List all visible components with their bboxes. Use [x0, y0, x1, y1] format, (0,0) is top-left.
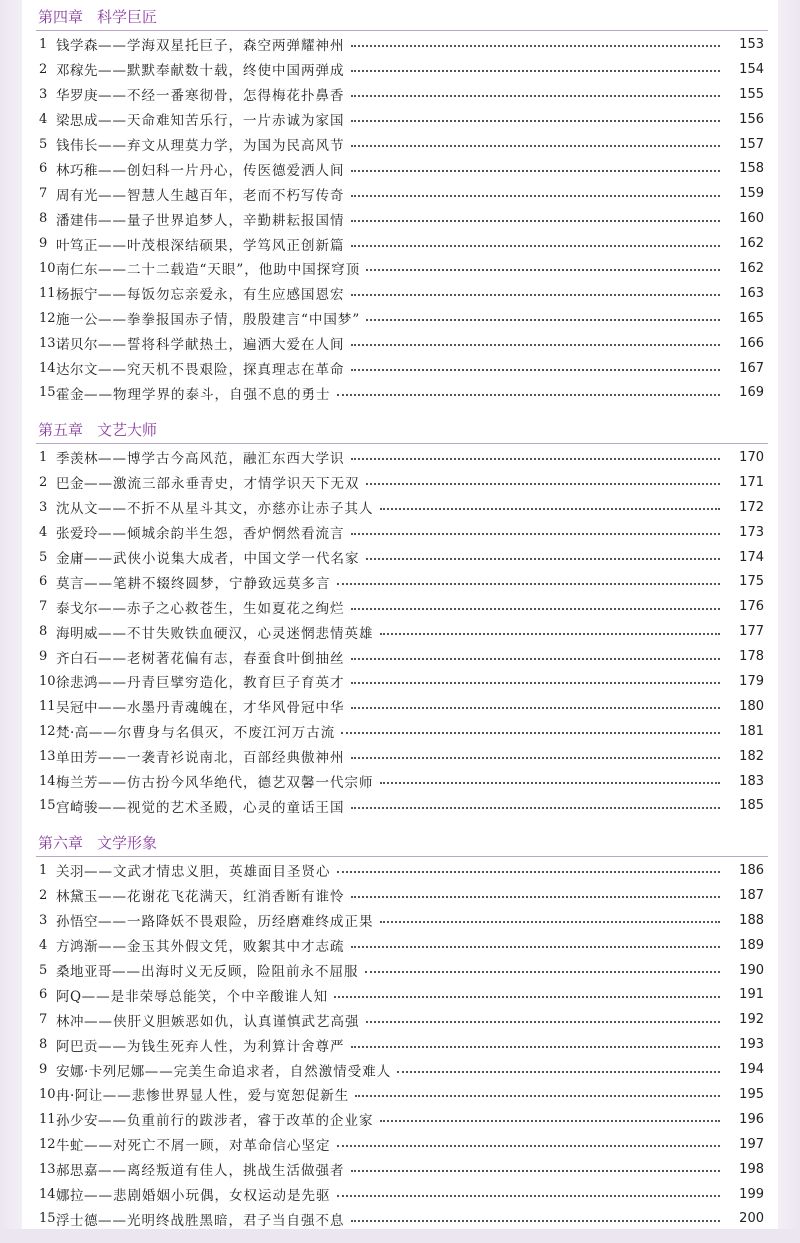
entry-number: 6	[39, 987, 48, 1003]
page-frame-right	[778, 0, 800, 1243]
entry-page-number: 165	[739, 310, 764, 326]
toc-entry[interactable]	[22, 356, 778, 381]
entry-page-number: 185	[739, 798, 764, 814]
dot-leader	[351, 1170, 721, 1172]
toc-entry[interactable]	[22, 181, 778, 206]
entry-page-number: 189	[739, 937, 764, 953]
entry-number: 2	[39, 474, 48, 490]
entry-number: 1	[39, 449, 48, 465]
entry-list	[22, 32, 778, 405]
entry-page-number: 170	[739, 449, 764, 465]
entry-person-name: 徐悲鸿	[56, 675, 98, 692]
dot-leader	[337, 1195, 721, 1197]
dot-leader	[351, 220, 721, 222]
entry-person-name: 单田芳	[56, 750, 98, 767]
entry-number: 7	[39, 599, 48, 615]
entry-person-name: 阿巴贡	[56, 1038, 98, 1055]
toc-entry[interactable]	[22, 1182, 778, 1207]
entry-page-number: 186	[739, 862, 764, 878]
entry-page-number: 197	[739, 1136, 764, 1152]
dot-leader	[351, 170, 721, 172]
entry-person-name: 方鸿渐	[56, 939, 98, 956]
toc-entry[interactable]	[22, 982, 778, 1007]
entry-person-name: 林黛玉	[56, 889, 98, 906]
entry-page-number: 191	[739, 987, 764, 1003]
entry-page-number: 177	[739, 624, 764, 640]
entry-number: 15	[39, 1211, 56, 1227]
toc-entry[interactable]	[22, 1007, 778, 1032]
entry-page-number: 193	[739, 1037, 764, 1053]
toc-entry[interactable]	[22, 793, 778, 818]
toc-entry[interactable]	[22, 883, 778, 908]
entry-title: ——完美生命追求者，自然激情受难人	[144, 1063, 392, 1080]
entry-title: ——不折不从星斗其文，亦慈亦让赤子其人	[98, 501, 374, 518]
dot-leader	[351, 1046, 721, 1048]
entry-number: 8	[39, 1037, 48, 1053]
entry-person-name: 泰戈尔	[56, 600, 98, 617]
entry-person-name: 周有光	[56, 187, 98, 204]
toc-entry[interactable]	[22, 132, 778, 157]
entry-person-name: 钱学森	[56, 38, 98, 55]
entry-page-number: 195	[739, 1086, 764, 1102]
entry-number: 2	[39, 887, 48, 903]
toc-entry[interactable]	[22, 1157, 778, 1182]
entry-person-name: 霍金	[56, 386, 84, 403]
entry-person-name: 金庸	[56, 551, 84, 567]
entry-page-number: 178	[739, 649, 764, 665]
entry-person-name: 诺贝尔	[56, 337, 98, 354]
entry-number: 13	[39, 335, 56, 351]
entry-title: ——倾城余韵半生怨，香炉惘然看流言	[98, 526, 345, 543]
entry-person-name: 华罗庚	[56, 88, 98, 105]
entry-page-number: 187	[739, 887, 764, 903]
entry-number: 5	[39, 549, 48, 565]
toc-entry[interactable]	[22, 231, 778, 256]
dot-leader	[380, 921, 721, 923]
entry-title: ——悲剧婚姻小玩偶，女权运动是先驱	[84, 1188, 331, 1205]
toc-entry[interactable]	[22, 719, 778, 744]
entry-title: ——物理学界的泰斗，自强不息的勇士	[84, 386, 331, 403]
entry-person-name: 莫言	[56, 575, 84, 592]
entry-person-name: 杨振宁	[56, 287, 98, 304]
dot-leader	[351, 245, 721, 247]
entry-number: 8	[39, 211, 48, 227]
entry-page-number: 167	[739, 360, 764, 376]
entry-list	[22, 858, 778, 1231]
entry-page-number: 163	[739, 285, 764, 301]
dot-leader	[341, 732, 720, 734]
entry-title: ——叶茂根深结硕果，学笃风正创新篇	[98, 237, 345, 254]
entry-number: 5	[39, 136, 48, 152]
entry-page-number: 199	[739, 1186, 764, 1202]
entry-number: 3	[39, 86, 48, 102]
entry-number: 5	[39, 962, 48, 978]
entry-title: ——创妇科一片丹心，传医德爱洒人间	[98, 162, 345, 179]
entry-title: ——对死亡不屑一顾，对革命信心坚定	[84, 1138, 331, 1155]
chapter-name: 科学巨匠	[97, 8, 158, 26]
entry-title: ——不甘失败铁血硬汉，心灵迷惘悲情英雄	[98, 625, 374, 642]
dot-leader	[366, 483, 721, 485]
toc-entry[interactable]	[22, 744, 778, 769]
entry-title: ——是非荣辱总能笑，个中辛酸谁人知	[81, 988, 329, 1005]
entry-page-number: 188	[739, 912, 764, 928]
entry-page-number: 155	[739, 86, 764, 102]
entry-page-number: 198	[739, 1161, 764, 1177]
entry-title: ——誓将科学献热土，遍洒大爱在人间	[98, 337, 345, 354]
entry-title: ——激流三部永垂青史，才情学识天下无双	[84, 476, 360, 493]
toc-entry[interactable]	[22, 1206, 778, 1231]
dot-leader	[351, 70, 721, 72]
entry-page-number: 175	[739, 574, 764, 590]
toc-entry[interactable]	[22, 769, 778, 794]
dot-leader	[351, 682, 721, 684]
entry-page-number: 181	[739, 723, 764, 739]
chapter-divider	[36, 30, 768, 31]
entry-number: 7	[39, 1012, 48, 1028]
entry-title: ——负重前行的跋涉者，睿于改革的企业家	[98, 1113, 374, 1130]
entry-number: 10	[39, 673, 56, 689]
dot-leader	[337, 583, 721, 585]
dot-leader	[380, 782, 721, 784]
toc-entry[interactable]	[22, 694, 778, 719]
entry-title: ——仿古扮今风华绝代，德艺双馨一代宗师	[98, 775, 374, 792]
entry-page-number: 156	[739, 111, 764, 127]
entry-number: 12	[39, 1136, 56, 1152]
entry-title: ——拳拳报国赤子情，殷殷建言“中国梦”	[98, 312, 361, 329]
entry-page-number: 153	[739, 36, 764, 52]
entry-title: ——不经一番寒彻骨，怎得梅花扑鼻香	[98, 88, 345, 105]
toc-entry[interactable]	[22, 57, 778, 82]
entry-list	[22, 445, 778, 818]
entry-title: ——出海时义无反顾，险阻前永不屈服	[112, 964, 359, 980]
entry-page-number: 194	[739, 1062, 764, 1078]
entry-person-name: 娜拉	[56, 1188, 84, 1205]
toc-entry[interactable]	[22, 380, 778, 405]
entry-person-name: 齐白石	[56, 650, 98, 667]
entry-number: 9	[39, 1062, 48, 1078]
entry-page-number: 182	[739, 748, 764, 764]
entry-page-number: 176	[739, 599, 764, 615]
dot-leader	[351, 807, 721, 809]
entry-title: ——老树著花偏有志，春蚕食叶倒抽丝	[98, 650, 345, 667]
dot-leader	[366, 1021, 721, 1023]
toc-entry[interactable]	[22, 908, 778, 933]
entry-number: 12	[39, 310, 56, 326]
entry-person-name: 达尔文	[56, 362, 98, 379]
entry-person-name: 桑地亚哥	[56, 964, 112, 980]
dot-leader	[366, 558, 721, 560]
entry-person-name: 宫崎骏	[56, 799, 98, 816]
entry-person-name: 浮士德	[56, 1212, 98, 1229]
entry-number: 11	[39, 285, 56, 301]
entry-page-number: 172	[739, 499, 764, 515]
entry-number: 4	[39, 111, 48, 127]
entry-number: 13	[39, 748, 56, 764]
dot-leader	[397, 1071, 720, 1073]
dot-leader	[366, 269, 720, 271]
entry-person-name: 张爱玲	[56, 526, 98, 543]
toc-entry[interactable]	[22, 644, 778, 669]
dot-leader	[351, 195, 721, 197]
entry-page-number: 160	[739, 211, 764, 227]
entry-number: 6	[39, 161, 48, 177]
entry-title: ——文武才情忠义胆，英雄面目圣贤心	[84, 864, 331, 881]
entry-page-number: 162	[739, 260, 764, 276]
toc-entry[interactable]	[22, 306, 778, 331]
dot-leader	[351, 458, 721, 460]
entry-title: ——尔曹身与名俱灭，不废江河万古流	[88, 725, 336, 742]
chapter-number: 第五章	[38, 421, 84, 439]
entry-page-number: 154	[739, 61, 764, 77]
entry-title: ——智慧人生越百年，老而不朽写传奇	[98, 187, 345, 204]
toc-entry[interactable]	[22, 545, 778, 570]
chapter-divider	[36, 443, 768, 444]
entry-title: ——笔耕不辍终圆梦，宁静致远莫多言	[84, 575, 331, 592]
entry-number: 7	[39, 186, 48, 202]
dot-leader	[351, 608, 721, 610]
entry-number: 4	[39, 937, 48, 953]
entry-person-name: 安娜·卡列尼娜	[56, 1063, 145, 1080]
entry-person-name: 孙少安	[56, 1113, 98, 1130]
entry-title: ——武侠小说集大成者，中国文学一代名家	[84, 551, 360, 567]
entry-person-name: 孙悟空	[56, 914, 98, 931]
entry-number: 13	[39, 1161, 56, 1177]
toc-entry[interactable]	[22, 281, 778, 306]
entry-person-name: 郝思嘉	[56, 1163, 98, 1180]
entry-person-name: 邓稼先	[56, 63, 98, 80]
chapter-name: 文学形象	[97, 834, 158, 852]
entry-number: 1	[39, 862, 48, 878]
entry-page-number: 190	[739, 962, 764, 978]
entry-person-name: 冉·阿让	[56, 1088, 103, 1105]
toc-entry[interactable]	[22, 206, 778, 231]
toc-entry[interactable]	[22, 107, 778, 132]
entry-page-number: 200	[739, 1211, 764, 1227]
entry-page-number: 173	[739, 524, 764, 540]
entry-person-name: 潘建伟	[56, 212, 98, 229]
toc-entry[interactable]	[22, 619, 778, 644]
entry-number: 12	[39, 723, 56, 739]
chapter-number: 第四章	[38, 8, 84, 26]
entry-title: ——一路降妖不畏艰险，历经磨难终成正果	[98, 914, 374, 931]
entry-number: 3	[39, 499, 48, 515]
entry-page-number: 162	[739, 236, 764, 252]
toc-entry[interactable]	[22, 1032, 778, 1057]
toc-entry[interactable]	[22, 495, 778, 520]
dot-leader	[355, 1095, 720, 1097]
chapter-section	[22, 826, 778, 1229]
entry-person-name: 林巧稚	[56, 162, 98, 179]
entry-title: ——花谢花飞花满天，红消香断有谁怜	[98, 889, 345, 906]
chapter-name: 文艺大师	[97, 421, 158, 439]
toc-entry[interactable]	[22, 256, 778, 281]
dot-leader	[351, 45, 721, 47]
entry-title: ——每饭勿忘亲爱永，有生应感国恩宏	[98, 287, 345, 304]
entry-title: ——悲惨世界显人性，爱与宽恕促新生	[102, 1088, 350, 1105]
entry-number: 14	[39, 360, 56, 376]
dot-leader	[351, 344, 721, 346]
chapter-divider	[36, 856, 768, 857]
entry-person-name: 施一公	[56, 312, 98, 329]
entry-title: ——为钱生死弃人性，为利算计舍尊严	[98, 1038, 345, 1055]
entry-person-name: 叶笃正	[56, 237, 98, 254]
toc-entry[interactable]	[22, 669, 778, 694]
entry-person-name: 梵·高	[56, 725, 89, 742]
dot-leader	[380, 1120, 721, 1122]
entry-title: ——离经叛道有佳人，挑战生活做强者	[98, 1163, 345, 1180]
toc-entry[interactable]	[22, 858, 778, 883]
entry-number: 8	[39, 624, 48, 640]
toc-entry[interactable]	[22, 958, 778, 983]
entry-page-number: 166	[739, 335, 764, 351]
entry-page-number: 171	[739, 474, 764, 490]
dot-leader	[351, 658, 721, 660]
entry-number: 2	[39, 61, 48, 77]
entry-person-name: 沈从文	[56, 501, 98, 518]
entry-title: ——金玉其外假文凭，败絮其中才志疏	[98, 939, 345, 956]
entry-number: 14	[39, 773, 56, 789]
entry-person-name: 南仁东	[56, 262, 98, 279]
entry-person-name: 海明威	[56, 625, 98, 642]
dot-leader	[337, 394, 721, 396]
dot-leader	[351, 757, 721, 759]
dot-leader	[334, 996, 720, 998]
entry-person-name: 巴金	[56, 476, 84, 493]
entry-page-number: 157	[739, 136, 764, 152]
entry-title: ——赤子之心救苍生，生如夏花之绚烂	[98, 600, 345, 617]
dot-leader	[380, 508, 721, 510]
entry-number: 15	[39, 798, 56, 814]
dot-leader	[351, 1220, 721, 1222]
toc-entry[interactable]	[22, 445, 778, 470]
entry-person-name: 林冲	[56, 1013, 84, 1030]
entry-person-name: 钱伟长	[56, 138, 98, 154]
dot-leader	[351, 95, 721, 97]
entry-page-number: 180	[739, 698, 764, 714]
entry-title: ——侠肝义胆嫉恶如仇，认真谨慎武艺高强	[84, 1013, 360, 1030]
entry-page-number: 179	[739, 673, 764, 689]
entry-title: ——视觉的艺术圣殿，心灵的童话王国	[98, 799, 345, 816]
dot-leader	[351, 120, 721, 122]
toc-entry[interactable]	[22, 1082, 778, 1107]
entry-title: ——弃文从理莫力学，为国为民高风节	[98, 138, 345, 154]
dot-leader	[366, 319, 720, 321]
entry-number: 9	[39, 649, 48, 665]
chapter-number: 第六章	[38, 834, 84, 852]
toc-entry[interactable]	[22, 470, 778, 495]
entry-page-number: 183	[739, 773, 764, 789]
toc-entry[interactable]	[22, 933, 778, 958]
dot-leader	[351, 145, 721, 147]
dot-leader	[351, 707, 721, 709]
dot-leader	[337, 871, 721, 873]
toc-entry[interactable]	[22, 82, 778, 107]
entry-person-name: 吴冠中	[56, 700, 98, 717]
entry-person-name: 阿Q	[56, 988, 82, 1005]
entry-title: ——丹青巨擘穷造化，教育巨子育英才	[98, 675, 345, 692]
entry-person-name: 牛虻	[56, 1138, 84, 1155]
toc-entry[interactable]	[22, 1057, 778, 1082]
entry-number: 6	[39, 574, 48, 590]
dot-leader	[351, 294, 721, 296]
chapter-title	[38, 4, 157, 30]
entry-person-name: 季羡林	[56, 451, 98, 468]
entry-person-name: 梁思成	[56, 113, 98, 130]
entry-title: ——究天机不畏艰险，探真理志在革命	[98, 362, 345, 379]
entry-person-name: 梅兰芳	[56, 775, 98, 792]
dot-leader	[337, 1145, 721, 1147]
dot-leader	[351, 533, 721, 535]
entry-page-number: 192	[739, 1012, 764, 1028]
entry-page-number: 174	[739, 549, 764, 565]
entry-title: ——默默奉献数十载，终使中国两弹成	[98, 63, 345, 80]
entry-title: ——水墨丹青魂魄在，才华风骨冠中华	[98, 700, 345, 717]
chapter-title	[38, 830, 157, 856]
toc-entry[interactable]	[22, 569, 778, 594]
entry-number: 3	[39, 912, 48, 928]
entry-page-number: 158	[739, 161, 764, 177]
toc-entry[interactable]	[22, 1107, 778, 1132]
dot-leader	[351, 896, 721, 898]
toc-entry[interactable]	[22, 1132, 778, 1157]
table-of-contents-page	[22, 0, 778, 1229]
entry-title: ——学海双星托巨子，森空两弹耀神州	[98, 38, 345, 55]
dot-leader	[380, 633, 721, 635]
entry-number: 10	[39, 260, 56, 276]
dot-leader	[351, 369, 721, 371]
toc-entry[interactable]	[22, 520, 778, 545]
entry-number: 11	[39, 698, 56, 714]
entry-number: 11	[39, 1111, 56, 1127]
entry-title: ——量子世界追梦人，辛勤耕耘报国情	[98, 212, 345, 229]
dot-leader	[365, 971, 721, 973]
entry-title: ——二十二载造“天眼”，他助中国探穹顶	[98, 262, 361, 279]
toc-entry[interactable]	[22, 331, 778, 356]
entry-number: 9	[39, 236, 48, 252]
toc-entry[interactable]	[22, 32, 778, 57]
chapter-section	[22, 0, 778, 403]
entry-number: 1	[39, 36, 48, 52]
chapter-title	[38, 417, 157, 443]
toc-entry[interactable]	[22, 156, 778, 181]
entry-number: 4	[39, 524, 48, 540]
entry-number: 14	[39, 1186, 56, 1202]
entry-person-name: 关羽	[56, 864, 84, 881]
chapter-section	[22, 413, 778, 816]
entry-number: 15	[39, 385, 56, 401]
entry-title: ——光明终战胜黑暗，君子当自强不息	[98, 1212, 345, 1229]
entry-page-number: 169	[739, 385, 764, 401]
page-frame-left	[0, 0, 22, 1243]
dot-leader	[351, 946, 721, 948]
entry-title: ——一袭青衫说南北，百部经典傲神州	[98, 750, 345, 767]
entry-page-number: 159	[739, 186, 764, 202]
entry-title: ——天命难知苦乐行，一片赤诚为家国	[98, 113, 345, 130]
entry-page-number: 196	[739, 1111, 764, 1127]
entry-number: 10	[39, 1086, 56, 1102]
entry-title: ——博学古今高风范，融汇东西大学识	[98, 451, 345, 468]
toc-entry[interactable]	[22, 594, 778, 619]
